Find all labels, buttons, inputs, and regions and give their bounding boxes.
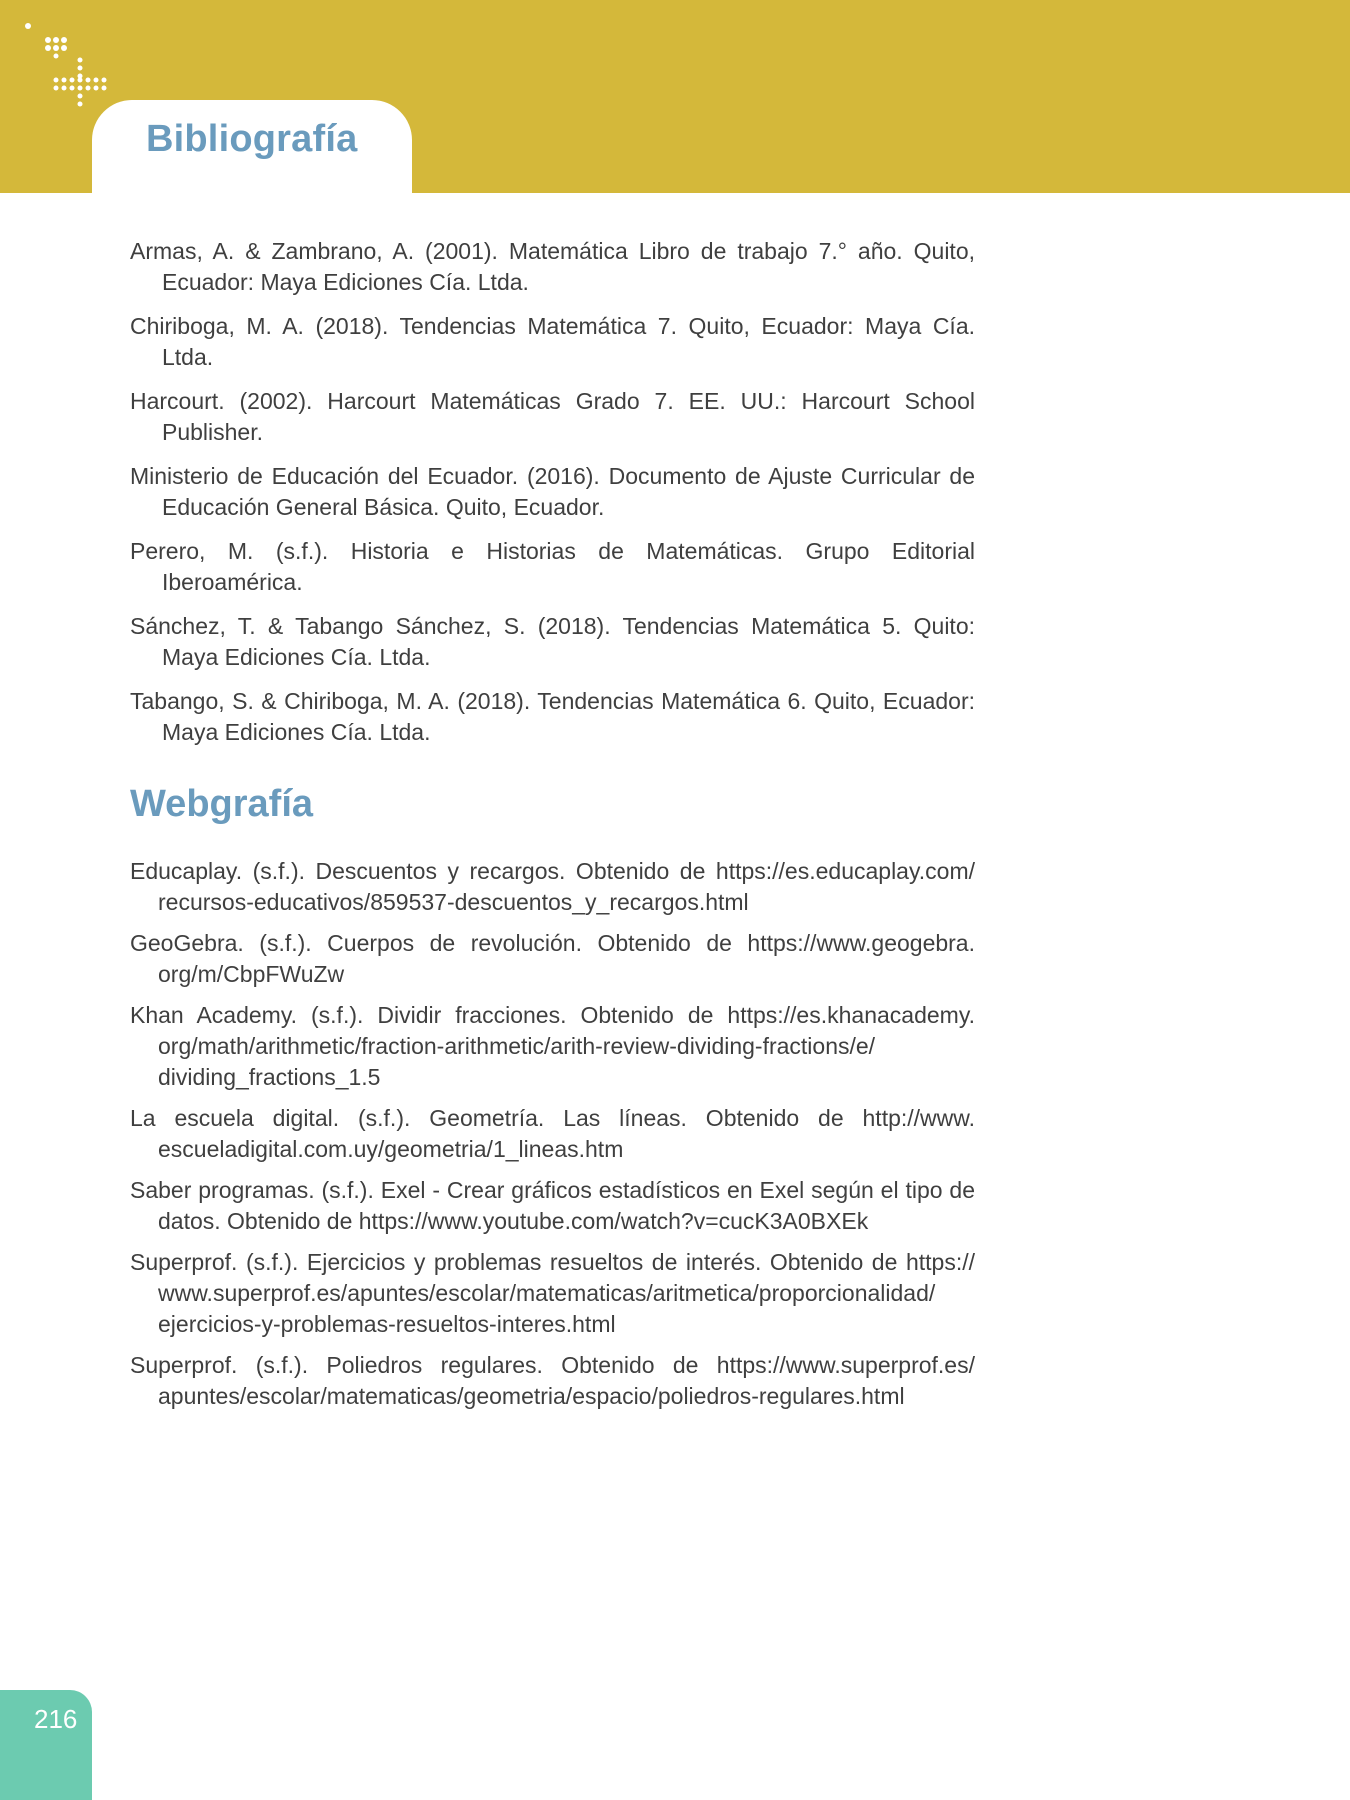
list-item: Perero, M. (s.f.). Historia e Historias de Matemáticas. Grupo Editorial Iberoamérica.: [130, 538, 975, 595]
title-tab: [92, 100, 412, 193]
page-number-tab: [0, 1690, 92, 1800]
header-band: [0, 0, 1350, 193]
bibliografia-list: [130, 236, 975, 761]
list-item: Saber programas. (s.f.). Exel - Crear gráficos estadísticos en Exel según el tipo de datos. Obtenido de https://www.youtube.com/watch?v=cucK3A0BXEk: [130, 1177, 975, 1234]
page-title: Bibliografía: [146, 118, 358, 160]
list-item: Harcourt. (2002). Harcourt Matemáticas Grado 7. EE. UU.: Harcourt School Publisher.: [130, 388, 975, 445]
list-item: Tabango, S. & Chiriboga, M. A. (2018). Tendencias Matemática 6. Quito, Ecuador: Maya Ediciones Cía. Ltda.: [130, 688, 975, 745]
list-item: Khan Academy. (s.f.). Dividir fracciones. Obtenido de https://es.khanacademy. org/math/arithmetic/fraction-arithmetic/arith-review-dividing-fractions/e/ dividing_fractions_1.5: [130, 1002, 975, 1090]
list-item: Ministerio de Educación del Ecuador. (2016). Documento de Ajuste Curricular de Educación General Básica. Quito, Ecuador.: [130, 463, 975, 520]
list-item: La escuela digital. (s.f.). Geometría. Las líneas. Obtenido de http://www. escueladigital.com.uy/geometria/1_lineas.htm: [130, 1105, 975, 1162]
list-item: GeoGebra. (s.f.). Cuerpos de revolución. Obtenido de https://www.geogebra. org/m/CbpFWuZw: [130, 930, 975, 987]
list-item: Superprof. (s.f.). Poliedros regulares. Obtenido de https://www.superprof.es/ apuntes/escolar/matematicas/geometria/espacio/poliedros-regulares.html: [130, 1352, 975, 1409]
list-item: Superprof. (s.f.). Ejercicios y problemas resueltos de interés. Obtenido de https:// www.superprof.es/apuntes/escolar/matematicas/aritmetica/proporcionalidad/ ejercicios-y-problemas-resueltos-interes.html: [130, 1249, 975, 1337]
dot-cross-decoration-icon: [20, 18, 120, 108]
webgrafia-list: [130, 856, 975, 1422]
section-title-webgrafia: Webgrafía: [130, 783, 314, 825]
list-item: Chiriboga, M. A. (2018). Tendencias Matemática 7. Quito, Ecuador: Maya Cía. Ltda.: [130, 313, 975, 370]
page-number: 216: [34, 1704, 78, 1734]
list-item: Armas, A. & Zambrano, A. (2001). Matemática Libro de trabajo 7.° año. Quito, Ecuador: Maya Ediciones Cía. Ltda.: [130, 238, 975, 295]
list-item: Sánchez, T. & Tabango Sánchez, S. (2018). Tendencias Matemática 5. Quito: Maya Ediciones Cía. Ltda.: [130, 613, 975, 670]
list-item: Educaplay. (s.f.). Descuentos y recargos. Obtenido de https://es.educaplay.com/ recursos-educativos/859537-descuentos_y_recargos.html: [130, 858, 975, 915]
